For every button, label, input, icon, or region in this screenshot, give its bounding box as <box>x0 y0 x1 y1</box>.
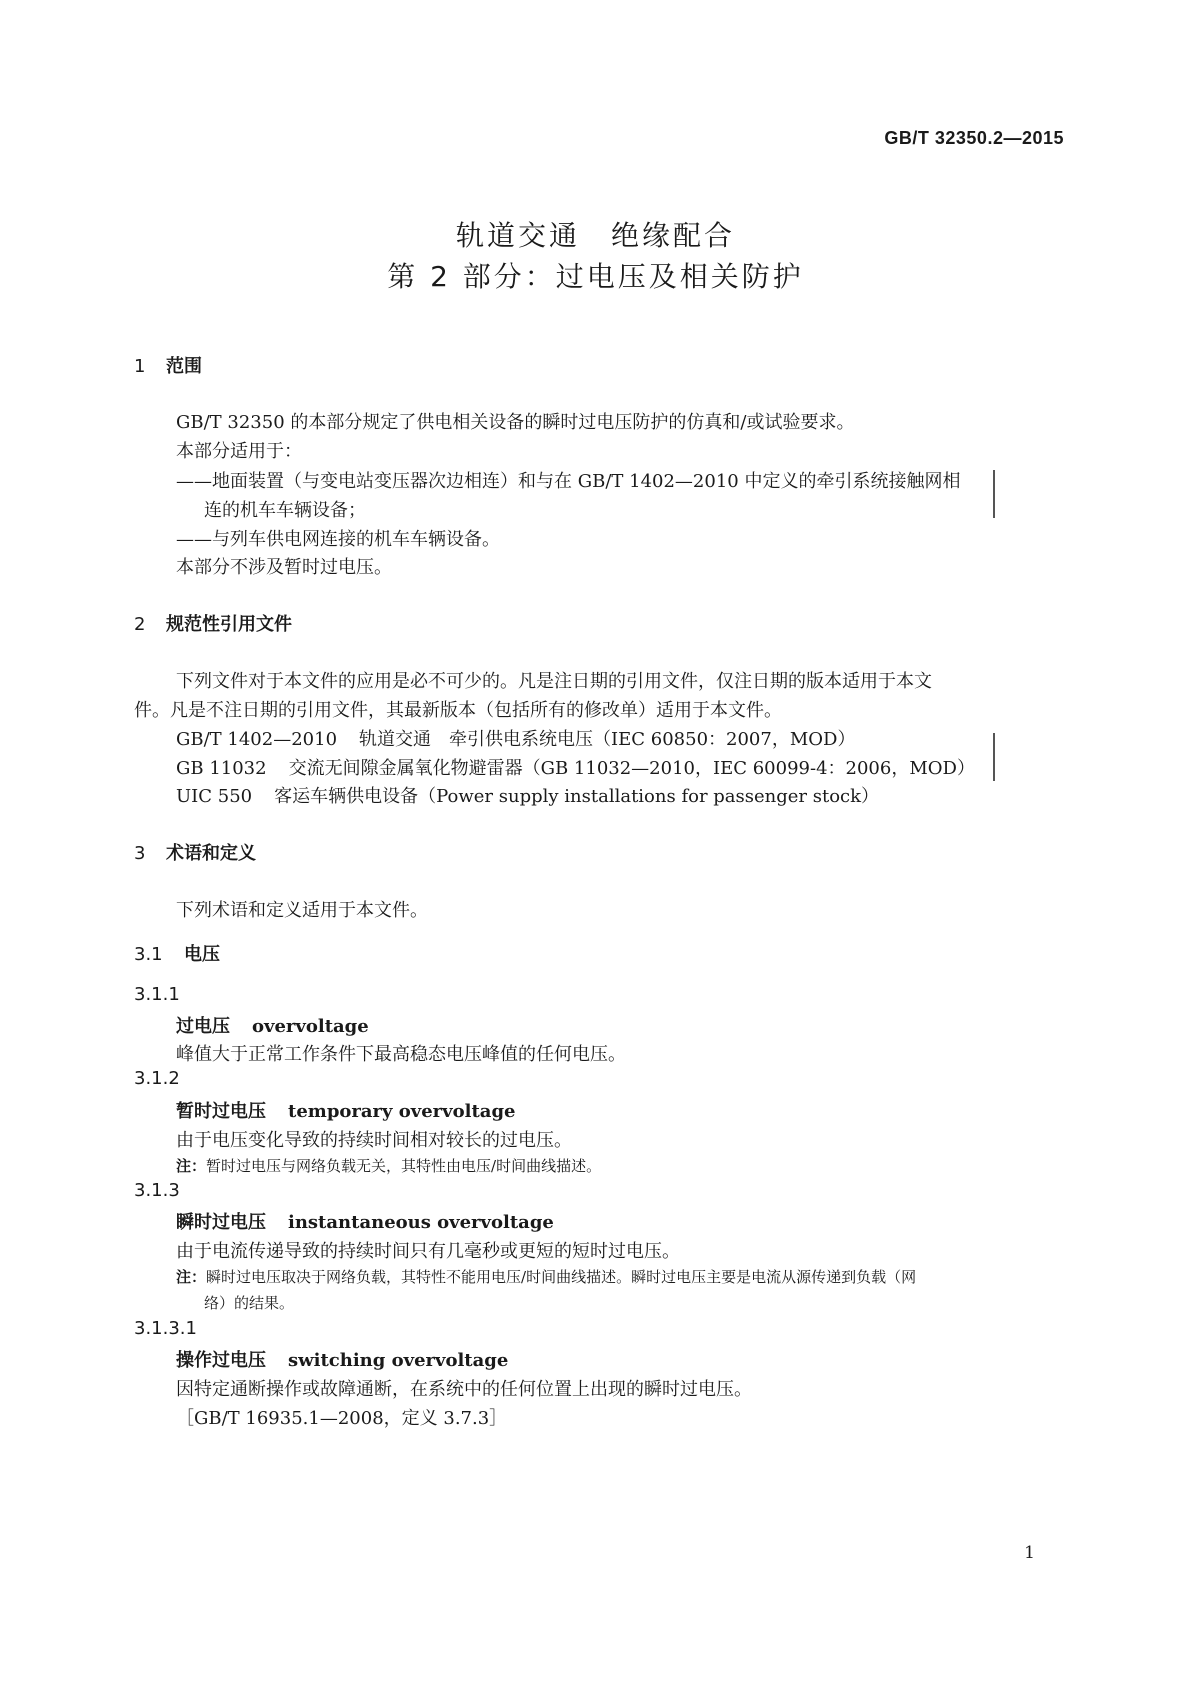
section-2-heading <box>134 610 292 636</box>
term-number: 3.1.3 <box>134 1180 180 1201</box>
scope-list-item-1: ——地面装置（与变电站变压器次边相连）和与在 GB/T 1402—2010 中定义的牵引系统接触网相 <box>176 471 961 492</box>
term-en: temporary overvoltage <box>288 1101 516 1122</box>
reference-title: 轨道交通 牵引供电系统电压（IEC 60850：2007，MOD） <box>359 729 856 750</box>
subsection-number: 3.1 <box>134 944 163 965</box>
term-definition: 峰值大于正常工作条件下最高稳态电压峰值的任何电压。 <box>176 1044 626 1065</box>
section-number: 3 <box>134 843 146 864</box>
subsection-3-1-heading <box>134 940 220 966</box>
standard-number: GB/T 32350.2—2015 <box>884 128 1064 148</box>
note-label: 注： <box>176 1157 207 1175</box>
term-number: 3.1.2 <box>134 1068 180 1089</box>
term-en: switching overvoltage <box>288 1350 509 1371</box>
reference-title: 交流无间隙金属氧化物避雷器（GB 11032—2010，IEC 60099-4：2006，MOD） <box>288 758 975 779</box>
document-title-line2: 第 2 部分：过电压及相关防护 <box>387 260 804 293</box>
normative-intro-cont: 件。凡是不注日期的引用文件，其最新版本（包括所有的修改单）适用于本文件。 <box>134 700 782 721</box>
scope-exclusion: 本部分不涉及暂时过电压。 <box>176 557 392 578</box>
note-text: 瞬时过电压取决于网络负载，其特性不能用电压/时间曲线描述。瞬时过电压主要是电流从源传递到负载（网 <box>206 1268 917 1286</box>
term-heading <box>176 1097 515 1123</box>
reference-item <box>176 725 855 751</box>
term-zh: 暂时过电压 <box>176 1101 266 1122</box>
subsection-title: 电压 <box>184 944 220 965</box>
section-number: 1 <box>134 356 146 377</box>
section-title: 规范性引用文件 <box>166 614 292 635</box>
section-1-heading <box>134 352 202 378</box>
term-heading <box>176 1208 554 1234</box>
reference-code: GB/T 1402—2010 <box>176 729 338 750</box>
term-zh: 操作过电压 <box>176 1350 266 1371</box>
term-number: 3.1.3.1 <box>134 1318 197 1339</box>
terms-intro: 下列术语和定义适用于本文件。 <box>176 900 428 921</box>
reference-code: GB 11032 <box>176 758 267 779</box>
scope-list-item-1-cont: 连的机车车辆设备； <box>204 500 366 521</box>
term-note <box>176 1155 601 1176</box>
reference-item <box>176 782 879 808</box>
scope-list-item-2: ——与列车供电网连接的机车车辆设备。 <box>176 529 500 550</box>
reference-item <box>176 754 975 780</box>
term-zh: 瞬时过电压 <box>176 1212 266 1233</box>
scope-paragraph: GB/T 32350 的本部分规定了供电相关设备的瞬时过电压防护的仿真和/或试验要求。 <box>176 412 855 433</box>
term-heading <box>176 1346 508 1372</box>
term-note-cont: 络）的结果。 <box>204 1294 295 1312</box>
term-en: instantaneous overvoltage <box>288 1212 554 1233</box>
term-definition: 因特定通断操作或故障通断，在系统中的任何位置上出现的瞬时过电压。 <box>176 1379 752 1400</box>
term-definition: 由于电压变化导致的持续时间相对较长的过电压。 <box>176 1130 572 1151</box>
note-label: 注： <box>176 1268 207 1286</box>
term-note <box>176 1266 916 1287</box>
term-en: overvoltage <box>252 1016 369 1037</box>
term-definition: 由于电流传递导致的持续时间只有几毫秒或更短的短时过电压。 <box>176 1241 680 1262</box>
note-text: 暂时过电压与网络负载无关，其特性由电压/时间曲线描述。 <box>206 1157 602 1175</box>
term-source: ［GB/T 16935.1—2008，定义 3.7.3］ <box>176 1408 508 1429</box>
term-heading <box>176 1012 369 1038</box>
revision-bar <box>993 470 995 518</box>
section-title: 范围 <box>166 356 202 377</box>
revision-bar <box>993 733 995 781</box>
document-title-line1: 轨道交通 绝缘配合 <box>455 219 735 252</box>
term-zh: 过电压 <box>176 1016 230 1037</box>
normative-intro: 下列文件对于本文件的应用是必不可少的。凡是注日期的引用文件，仅注日期的版本适用于本文 <box>176 671 932 692</box>
page-number: 1 <box>1024 1543 1035 1563</box>
section-title: 术语和定义 <box>166 843 256 864</box>
reference-code: UIC 550 <box>176 786 253 807</box>
term-number: 3.1.1 <box>134 984 180 1005</box>
section-number: 2 <box>134 614 146 635</box>
section-3-heading <box>134 839 256 865</box>
scope-applies-to: 本部分适用于： <box>176 441 302 462</box>
reference-title: 客运车辆供电设备（Power supply installations for passenger stock） <box>274 786 880 807</box>
